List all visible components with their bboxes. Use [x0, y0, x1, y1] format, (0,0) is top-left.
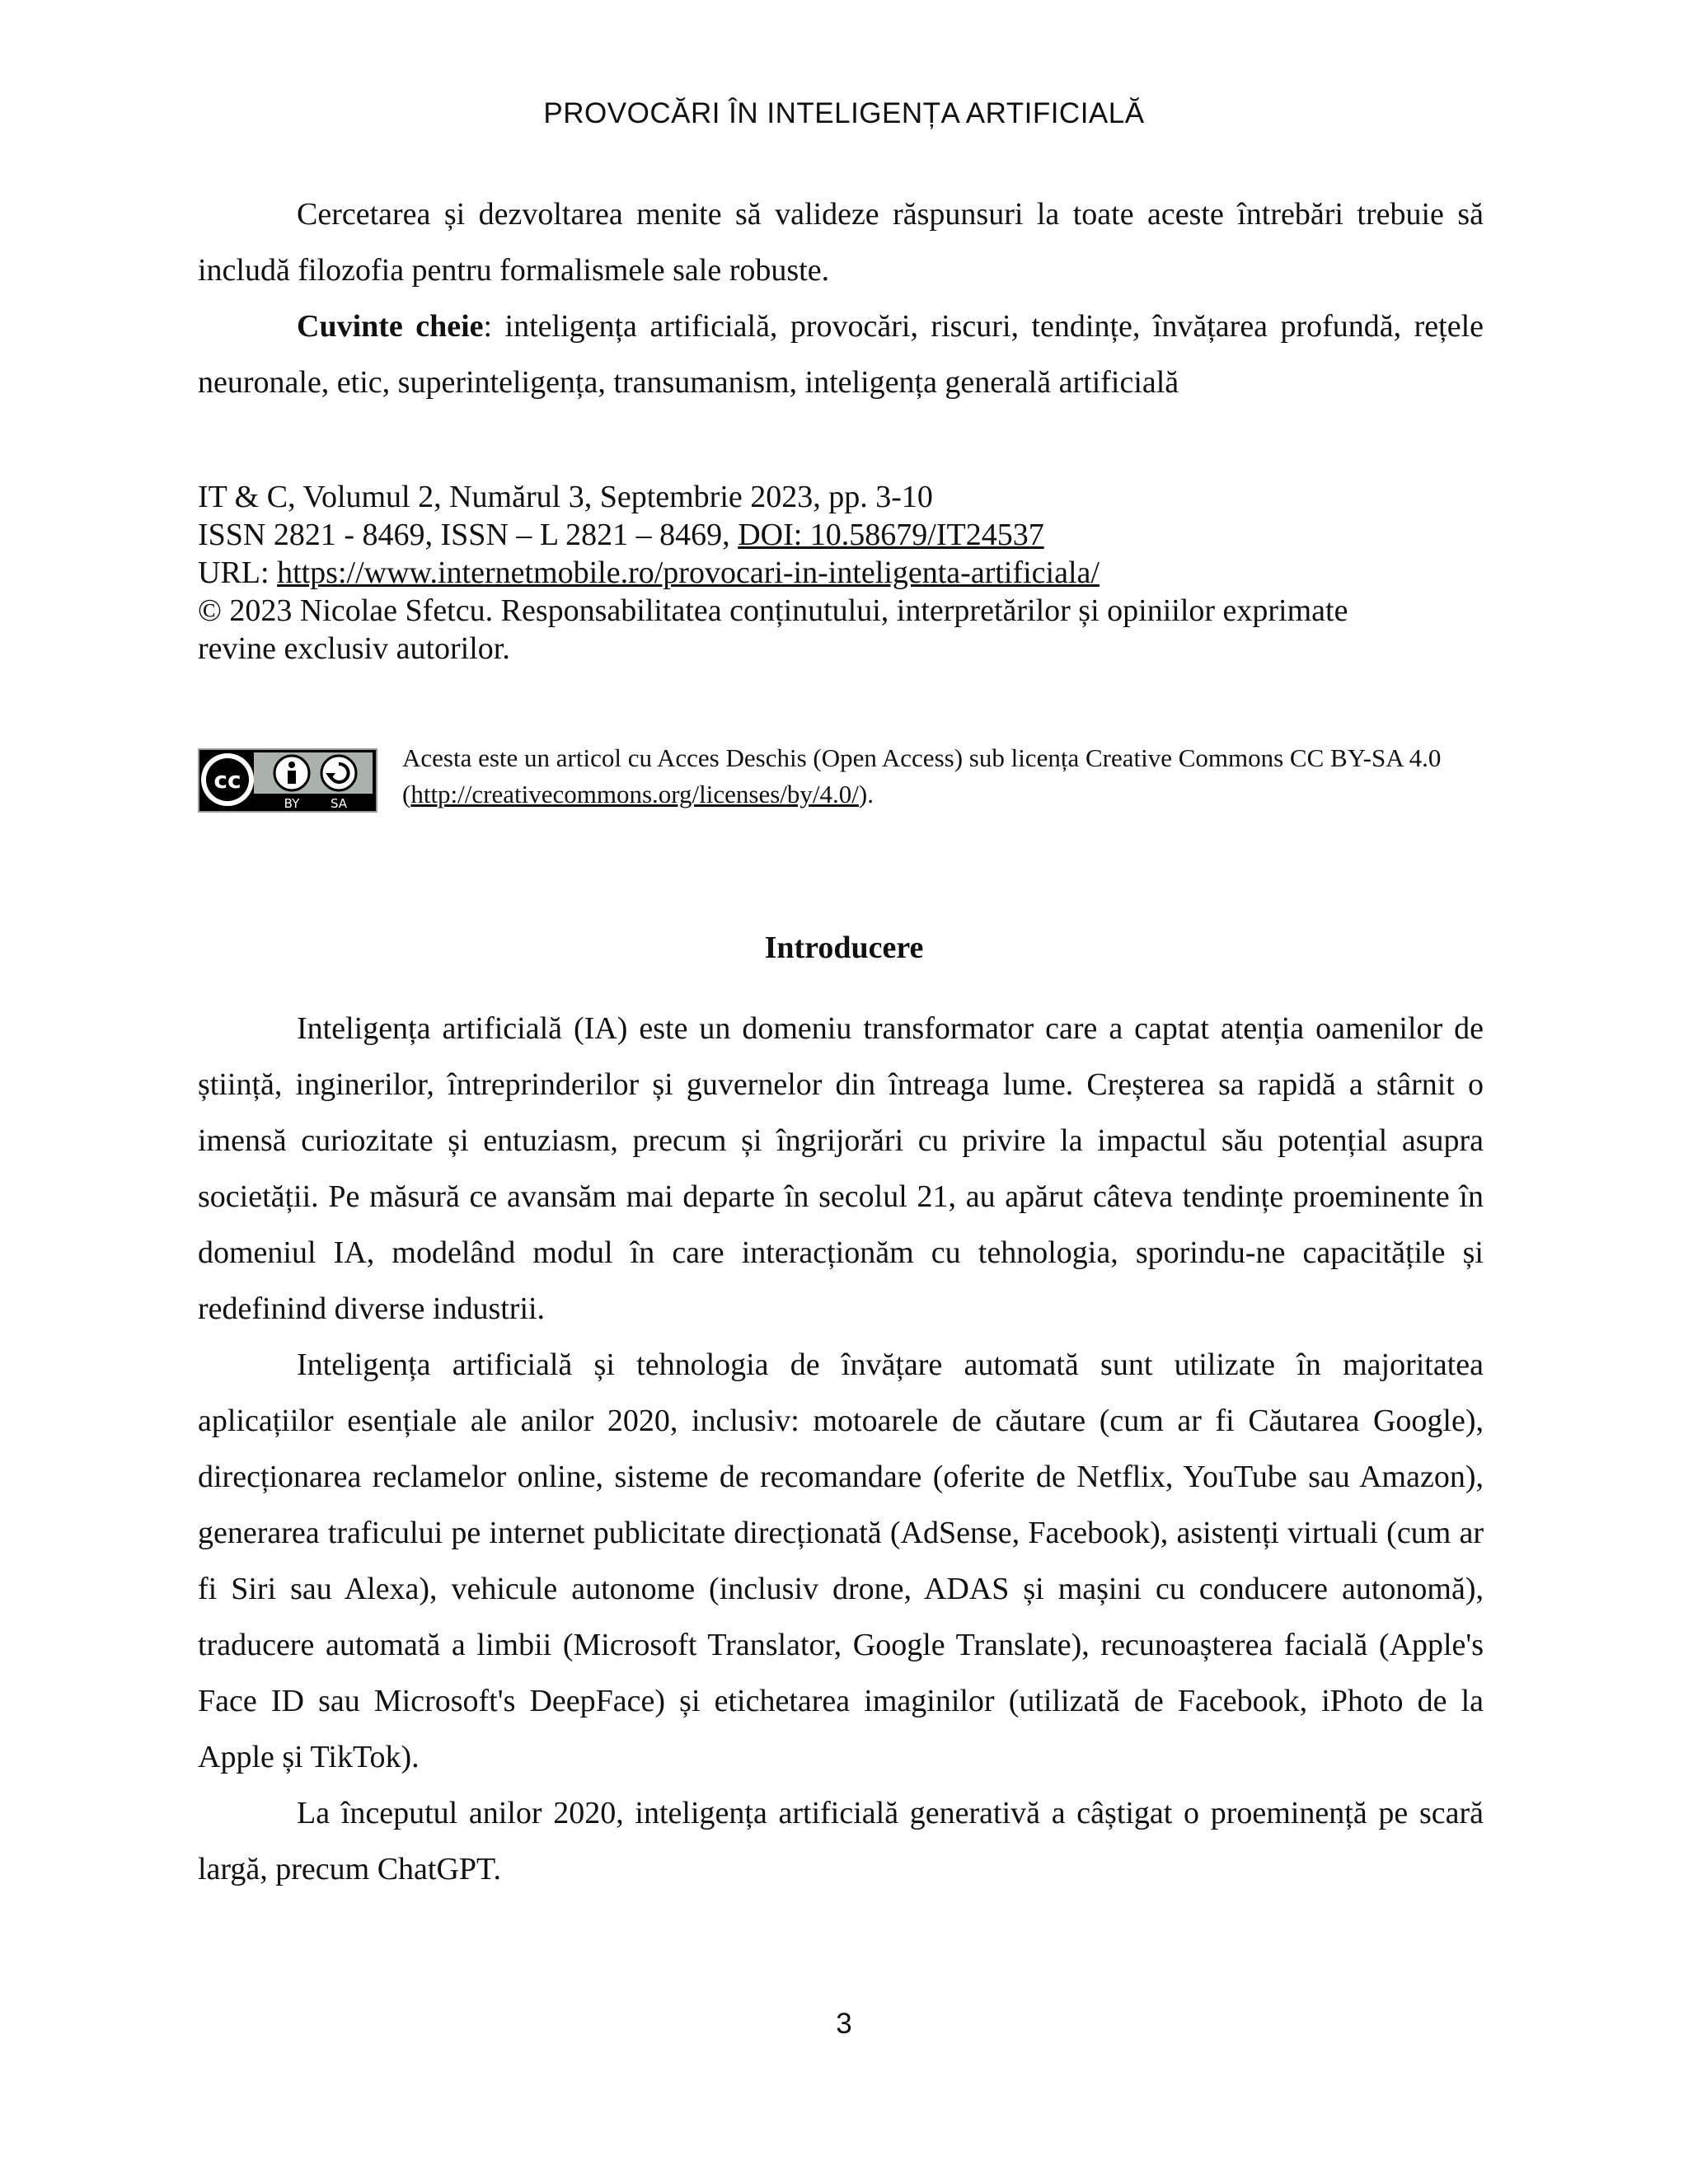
- keywords-label: Cuvinte cheie: [297, 309, 484, 344]
- cc-by-sa-badge-icon: [198, 748, 377, 813]
- doi-link[interactable]: DOI: 10.58679/IT24537: [738, 518, 1044, 552]
- license-statement: [402, 740, 1484, 813]
- introduction-body: [198, 1001, 1484, 1897]
- issn-text: ISSN 2821 - 8469, ISSN – L 2821 – 8469,: [198, 518, 738, 552]
- license-block: [198, 740, 1484, 814]
- sa-label: SA: [330, 796, 348, 811]
- copyright-line-continued: revine exclusiv autorilor.: [198, 631, 510, 666]
- keywords-list: : inteligența artificială, provocări, riscuri, tendințe, învățarea profundă, rețele neuronale, etic, superinteligența, transumanism, inteligența generală artificială: [198, 309, 1484, 400]
- issn-line: [198, 516, 1484, 554]
- page-number: 3: [836, 2008, 852, 2040]
- body-paragraph: Inteligența artificială (IA) este un domeniu transformator care a captat atenția oamenilor de știință, inginerilor, întreprinderilor și guvernelor din întreaga lume. Creșterea sa rapidă a stârnit o imensă curiozitate și entuziasm, precum și îngrijorări cu privire la impactul său potențial asupra societății. Pe măsură ce avansăm mai departe în secolul 21, au apărut câteva tendințe proeminente în domeniul IA, modelând modul în care interacționăm cu tehnologia, sporindu-ne capacitățile și redefinind diverse industrii.: [198, 1011, 1484, 1326]
- license-text: Acesta este un articol cu Acces Deschis (Open Access) sub licența Creative Commons CC BY-SA 4.0 (: [402, 743, 1442, 808]
- by-label: BY: [284, 796, 300, 811]
- url-line: [198, 554, 1484, 592]
- license-link[interactable]: http://creativecommons.org/licenses/by/4.0/: [410, 780, 859, 808]
- body-paragraph: Inteligența artificială și tehnologia de învățare automată sunt utilizate în majoritatea aplicațiilor esențiale ale anilor 2020, inclusiv: motoarele de căutare (cum ar fi Căutarea Google), direcționarea reclamelor online, sisteme de recomandare (oferite de Netflix, YouTube sau Amazon), generarea traficului pe internet publicitate direcționată (AdSense, Facebook), asistenți virtuali (cum ar fi Siri sau Alexa), vehicule autonome (inclusiv drone, ADAS și mașini cu conducere autonomă), traducere automată a limbii (Microsoft Translator, Google Translate), recunoașterea facială (Apple's Face ID sau Microsoft's DeepFace) și etichetarea imaginilor (utilizată de Facebook, iPhoto de la Apple și TikTok).: [198, 1347, 1484, 1774]
- license-text-end: ).: [858, 780, 874, 808]
- url-label: URL:: [198, 555, 278, 590]
- running-header: PROVOCĂRI ÎN INTELIGENȚA ARTIFICIALĂ: [543, 97, 1145, 129]
- keywords-paragraph: [198, 298, 1484, 410]
- section-heading: Introducere: [764, 930, 924, 965]
- cc-label: cc: [213, 766, 241, 794]
- copyright-line: © 2023 Nicolae Sfetcu. Responsabilitatea conținutului, interpretărilor și opiniilor exprimate: [198, 593, 1348, 628]
- body-paragraph: La începutul anilor 2020, inteligența artificială generativă a câștigat o proeminență pe scară largă, precum ChatGPT.: [198, 1796, 1484, 1886]
- journal-citation: IT & C, Volumul 2, Numărul 3, Septembrie 2023, pp. 3-10: [198, 480, 933, 514]
- article-metadata: [198, 478, 1484, 668]
- abstract-block: [198, 186, 1484, 410]
- abstract-closing-paragraph: Cercetarea și dezvoltarea menite să valideze răspunsuri la toate aceste întrebări trebuie să includă filozofia pentru formalismele sale robuste.: [198, 197, 1484, 288]
- article-url-link[interactable]: https://www.internetmobile.ro/provocari-in-inteligenta-artificiala/: [277, 555, 1100, 590]
